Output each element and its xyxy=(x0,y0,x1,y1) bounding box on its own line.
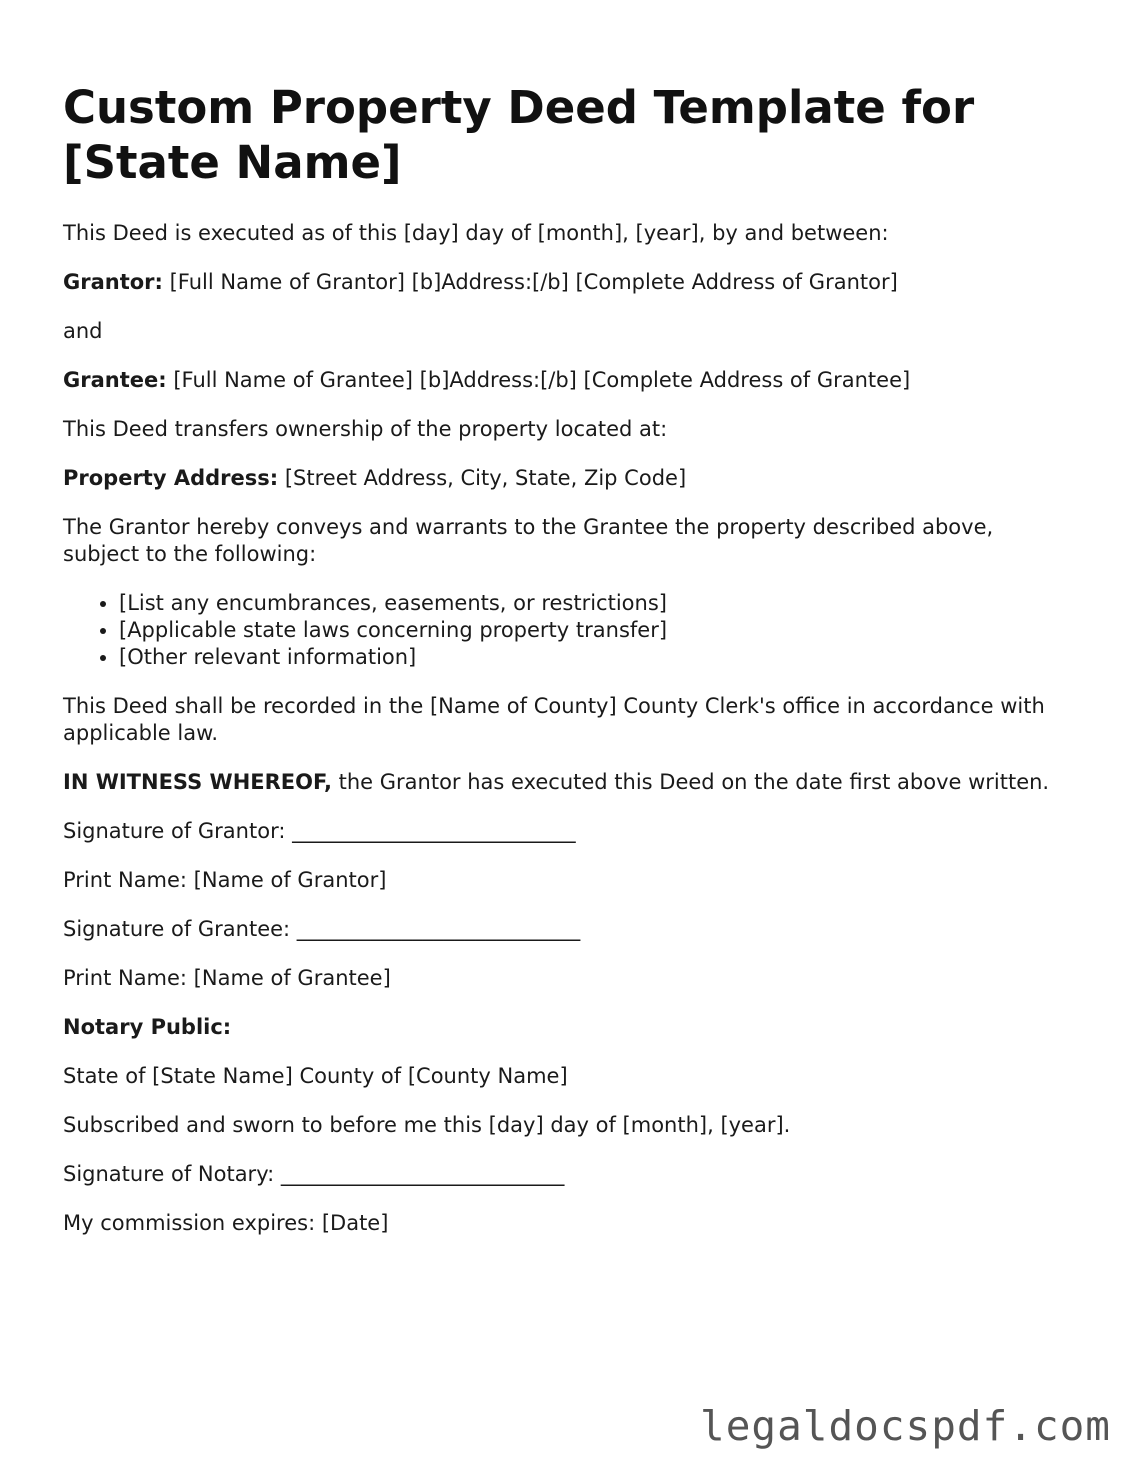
grantee-print-name: Print Name: [Name of Grantee] xyxy=(63,966,391,990)
list-item: • [Other relevant information] xyxy=(119,644,1073,671)
page-title: Custom Property Deed Template for [State Name] xyxy=(63,81,975,189)
grantor-label: Grantor: xyxy=(63,270,163,294)
notary-commission-expires: My commission expires: [Date] xyxy=(63,1211,389,1235)
notary-heading-label: Notary Public: xyxy=(63,1015,232,1039)
grantee-label: Grantee: xyxy=(63,368,167,392)
grantee-details: [Full Name of Grantee] [b]Address:[/b] [Complete Address of Grantee] xyxy=(166,368,911,392)
witness-label: IN WITNESS WHEREOF, xyxy=(63,770,332,794)
notary-heading xyxy=(63,1014,1073,1041)
property-label: Property Address: xyxy=(63,466,279,490)
grantee-signature-line: Signature of Grantee: ___________________________ xyxy=(63,917,581,941)
and-text: and xyxy=(63,319,103,343)
witness-paragraph xyxy=(63,769,1073,796)
conveys-paragraph: The Grantor hereby conveys and warrants to the Grantee the property described above, subject to the following: xyxy=(63,515,994,566)
grantee-line xyxy=(63,367,1073,394)
list-item: • [List any encumbrances, easements, or restrictions] xyxy=(119,590,1073,617)
grantor-signature-line: Signature of Grantor: ___________________________ xyxy=(63,819,576,843)
recorded-paragraph: This Deed shall be recorded in the [Name of County] County Clerk's office in accordance with applicable law. xyxy=(63,694,1045,745)
notary-sworn: Subscribed and sworn to before me this [day] day of [month], [year]. xyxy=(63,1113,791,1137)
grantor-line xyxy=(63,269,1073,296)
intro-paragraph: This Deed is executed as of this [day] day of [month], [year], by and between: xyxy=(63,221,889,245)
grantor-print-name: Print Name: [Name of Grantor] xyxy=(63,868,387,892)
notary-signature-line: Signature of Notary: ___________________________ xyxy=(63,1162,565,1186)
property-details: [Street Address, City, State, Zip Code] xyxy=(278,466,687,490)
witness-text: the Grantor has executed this Deed on the date first above written. xyxy=(331,770,1050,794)
transfer-paragraph: This Deed transfers ownership of the property located at: xyxy=(63,417,668,441)
deed-document xyxy=(63,80,1073,1259)
watermark: legaldocspdf.com xyxy=(700,1402,1111,1450)
property-line xyxy=(63,465,1073,492)
list-item: • [Applicable state laws concerning property transfer] xyxy=(119,617,1073,644)
notary-state-county: State of [State Name] County of [County Name] xyxy=(63,1064,568,1088)
conditions-list xyxy=(63,590,1073,671)
grantor-details: [Full Name of Grantor] [b]Address:[/b] [Complete Address of Grantor] xyxy=(162,270,898,294)
